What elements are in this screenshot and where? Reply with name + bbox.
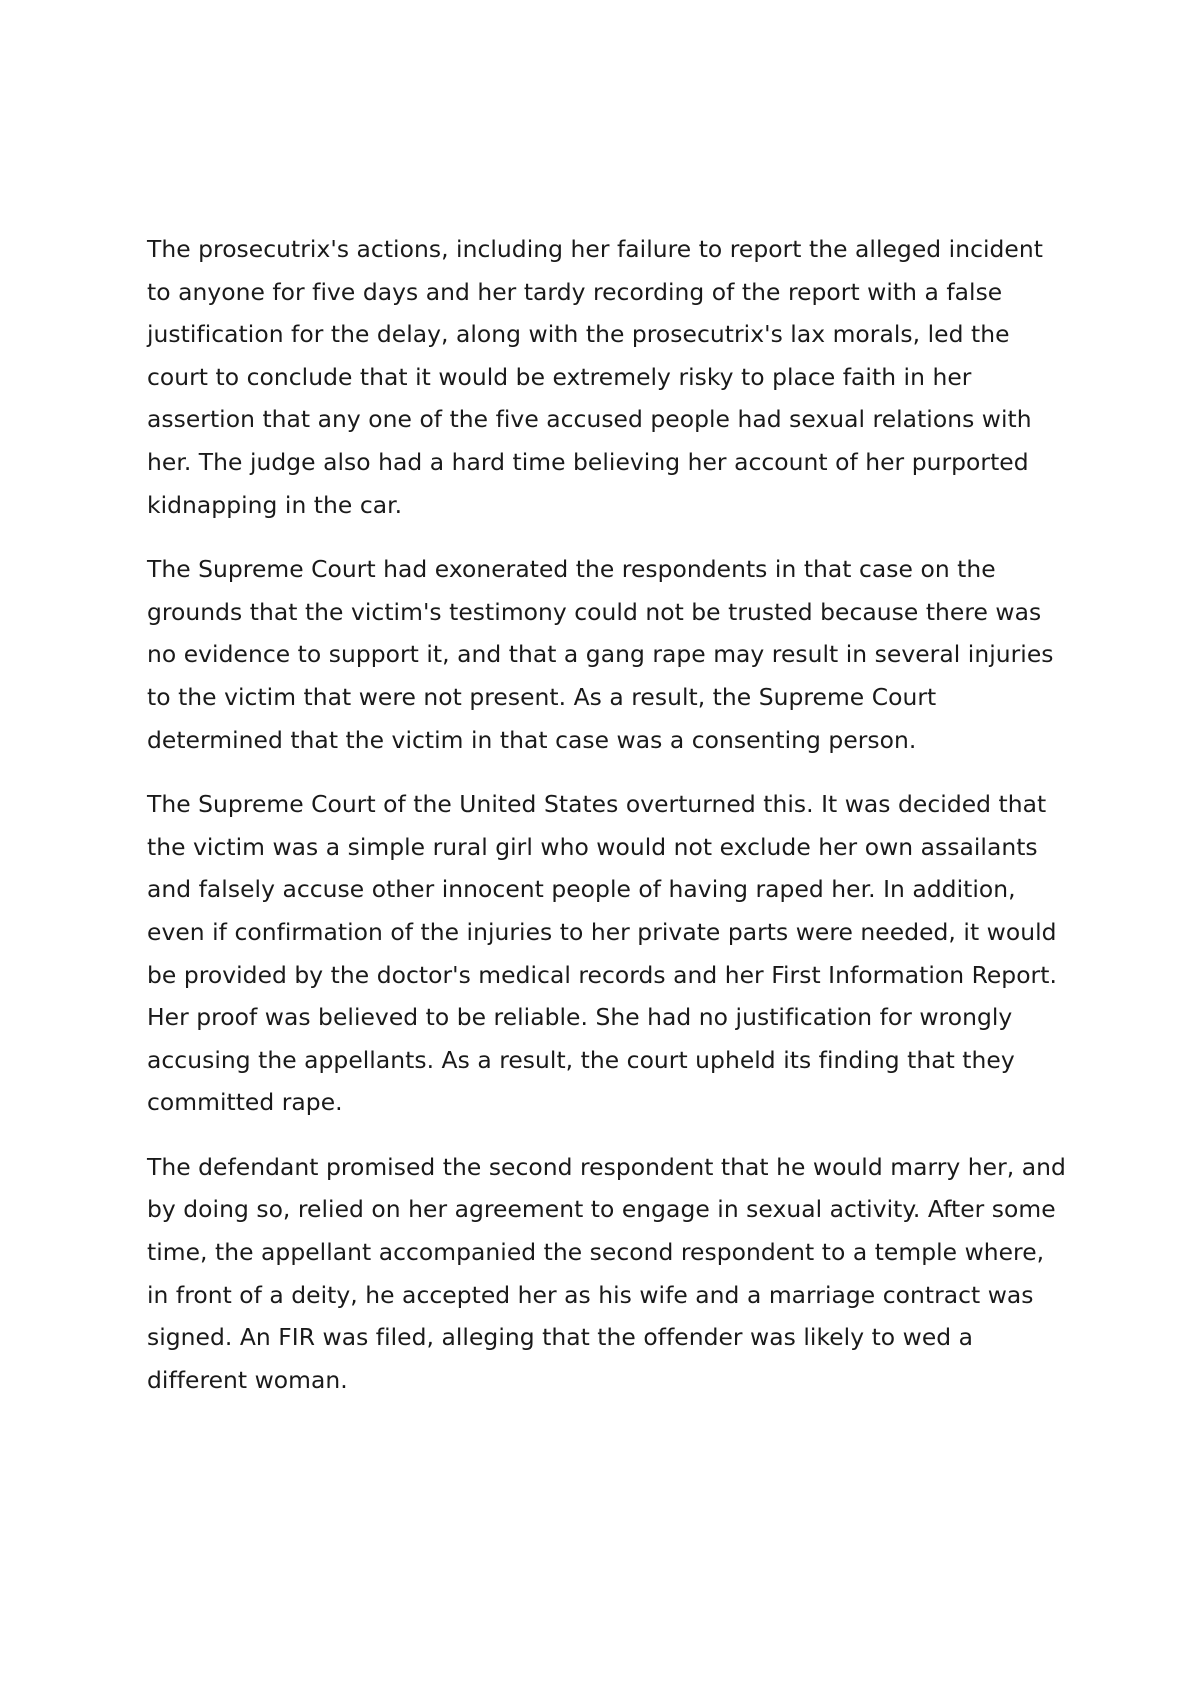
- paragraph-2: The Supreme Court had exonerated the respondents in that case on the grounds that the victim's testimony could not be trusted because there was no evidence to support it, and that a gang rape may result in several injuries to the victim that were not present. As a result, the Supreme Court determined that the victim in that case was a consenting person.: [147, 555, 1054, 754]
- paragraph-1: The prosecutrix's actions, including her failure to report the alleged incident to anyone for five days and her tardy recording of the report with a false justification for the delay, along with the prosecutrix's lax morals, led the court to conclude that it would be extremely risky to place faith in her assertion that any one of the five accused people had sexual relations with her. The judge also had a hard time believing her account of her purported kidnapping in the car.: [147, 235, 1043, 519]
- paragraph-3: The Supreme Court of the United States overturned this. It was decided that the victim was a simple rural girl who would not exclude her own assailants and falsely accuse other innocent people of having raped her. In addition, even if confirmation of the injuries to her private parts were needed, it would be provided by the doctor's medical records and her First Information Report. Her proof was believed to be reliable. She had no justification for wrongly accusing the appellants. As a result, the court upheld its finding that they committed rape.: [147, 790, 1057, 1117]
- paragraph-4: The defendant promised the second respondent that he would marry her, and by doing so, relied on her agreement to engage in sexual activity. After some time, the appellant accompanied the second respondent to a temple where, in front of a deity, he accepted her as his wife and a marriage contract was signed. An FIR was filed, alleging that the offender was likely to wed a different woman.: [147, 1152, 1066, 1394]
- document-body: [147, 228, 1067, 1423]
